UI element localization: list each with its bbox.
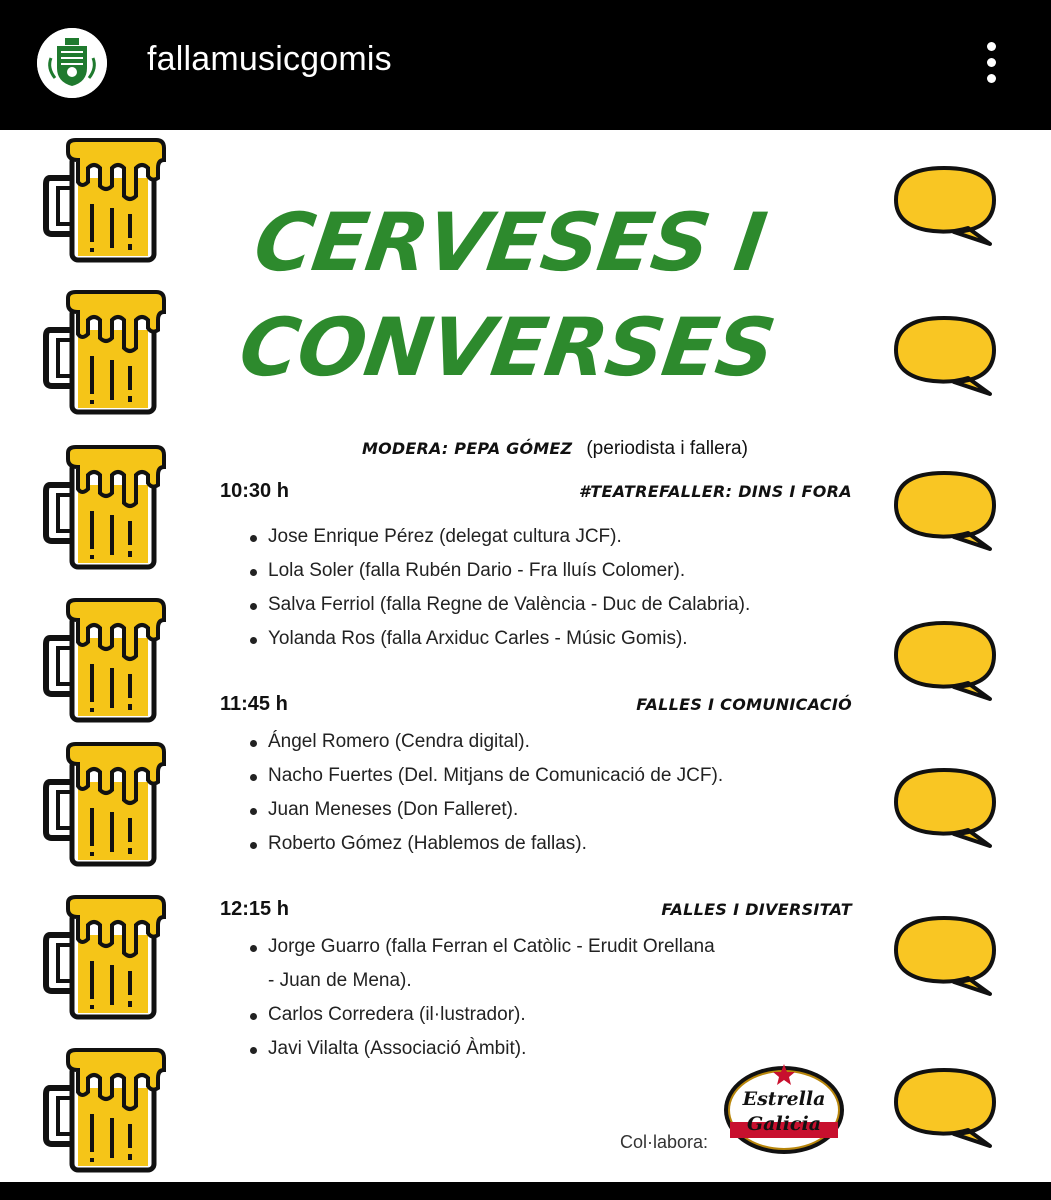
moderator-role: (periodista i fallera) xyxy=(586,438,748,459)
beer-mug-icon xyxy=(42,290,166,415)
speaker-list xyxy=(220,725,852,861)
speaker-item: Juan Meneses (Don Falleret). xyxy=(268,793,852,827)
beer-mug-icon xyxy=(42,138,166,263)
speaker-list xyxy=(220,520,852,656)
sponsor-label: Col·labora: xyxy=(620,1132,709,1152)
speaker-item-continuation: - Juan de Mena). xyxy=(268,970,412,991)
account-username[interactable]: fallamusicgomis xyxy=(147,40,392,78)
speaker-item: Javi Vilalta (Associació Àmbit). xyxy=(268,1032,852,1066)
title-line-2: CONVERSES xyxy=(234,301,780,394)
session-block xyxy=(220,480,852,656)
session-topic: FALLES I COMUNICACIÓ xyxy=(636,695,852,714)
speaker-item: Roberto Gómez (Hablemos de fallas). xyxy=(268,827,852,861)
moderator-name: MODERA: PEPA GÓMEZ xyxy=(362,439,573,458)
speaker-item: Carlos Corredera (il·lustrador). xyxy=(268,998,852,1032)
session-time: 10:30 h xyxy=(220,480,289,502)
post-image xyxy=(0,130,1051,1182)
sponsor-logo-line-1: Estrella xyxy=(742,1088,826,1110)
post-header xyxy=(0,0,1051,130)
estrella-galicia-logo xyxy=(722,1060,846,1156)
speech-bubble-icon xyxy=(886,465,1004,553)
session-time: 11:45 h xyxy=(220,693,288,715)
session-topic: #TEATREFALLER: DINS I FORA xyxy=(578,482,852,501)
session-block xyxy=(220,693,852,861)
speaker-item: Lola Soler (falla Rubén Dario - Fra lluís Colomer). xyxy=(268,554,852,588)
speech-bubble-icon xyxy=(886,762,1004,850)
speaker-item: Nacho Fuertes (Del. Mitjans de Comunicació de JCF). xyxy=(268,759,852,793)
falla-crest-icon xyxy=(37,28,107,98)
bottom-strip xyxy=(0,1182,1051,1200)
beer-mug-icon xyxy=(42,895,166,1020)
beer-mug-icon xyxy=(42,1048,166,1173)
session-block xyxy=(220,898,852,1066)
event-title xyxy=(233,190,843,400)
speaker-list xyxy=(220,930,852,1066)
speaker-item: Jorge Guarro (falla Ferran el Catòlic - Erudit Orellana xyxy=(268,930,852,964)
more-options-icon[interactable] xyxy=(975,38,1007,86)
speaker-item: Salva Ferriol (falla Regne de València - Duc de Calabria). xyxy=(268,588,852,622)
sponsor-logo-line-2: Galicia xyxy=(746,1113,822,1135)
beer-mug-icon xyxy=(42,598,166,723)
speech-bubble-icon xyxy=(886,615,1004,703)
moderator-line xyxy=(362,438,748,460)
profile-avatar[interactable] xyxy=(37,28,107,98)
speaker-item: Yolanda Ros (falla Arxiduc Carles - Músic Gomis). xyxy=(268,622,852,656)
speaker-item: Jose Enrique Pérez (delegat cultura JCF). xyxy=(268,520,852,554)
title-line-1: CERVESES I xyxy=(248,196,771,289)
beer-mug-icon xyxy=(42,742,166,867)
speaker-item: Ángel Romero (Cendra digital). xyxy=(268,725,852,759)
session-time: 12:15 h xyxy=(220,898,289,920)
speech-bubble-icon xyxy=(886,310,1004,398)
speech-bubble-icon xyxy=(886,160,1004,248)
speech-bubble-icon xyxy=(886,910,1004,998)
session-topic: FALLES I DIVERSITAT xyxy=(661,900,852,919)
beer-mug-icon xyxy=(42,445,166,570)
speech-bubble-icon xyxy=(886,1062,1004,1150)
